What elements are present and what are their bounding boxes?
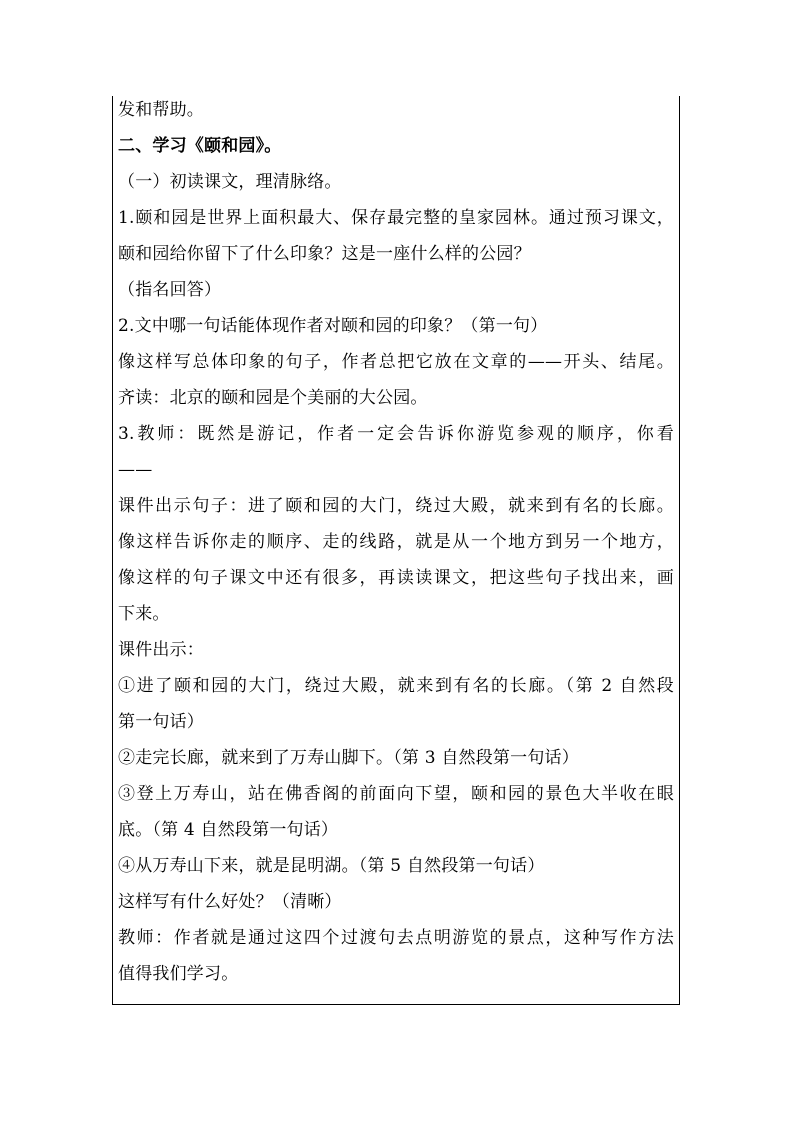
- text-line: 课件出示：: [118, 640, 204, 660]
- list-item: ③登上万寿山，站在佛香阁的前面向下望，颐和园的景色大半收在眼: [118, 784, 674, 804]
- text-line: 3.教师：既然是游记，作者一定会告诉你游览参观的顺序，你看: [118, 424, 674, 444]
- text-line: 底。（第 4 自然段第一句话）: [118, 820, 339, 840]
- text-line: 发和帮助。: [118, 100, 204, 120]
- text-line: 1.颐和园是世界上面积最大、保存最完整的皇家园林。通过预习课文，: [118, 208, 674, 228]
- list-item: ①进了颐和园的大门，绕过大殿，就来到有名的长廊。（第 2 自然段: [118, 676, 674, 696]
- text-line: 值得我们学习。: [118, 964, 239, 984]
- text-line: （指名回答）: [118, 280, 222, 300]
- text-line: 像这样的句子课文中还有很多，再读读课文，把这些句子找出来，画: [118, 568, 674, 588]
- text-line: 课件出示句子：进了颐和园的大门，绕过大殿，就来到有名的长廊。: [118, 496, 674, 516]
- text-line: ——: [118, 460, 153, 480]
- lesson-content: [118, 92, 674, 992]
- list-item: ④从万寿山下来，就是昆明湖。（第 5 自然段第一句话）: [118, 856, 545, 876]
- text-line: 颐和园给你留下了什么印象？这是一座什么样的公园？: [118, 244, 531, 264]
- text-line: 2.文中哪一句话能体现作者对颐和园的印象？（第一句）: [118, 316, 548, 336]
- text-line: 教师：作者就是通过这四个过渡句去点明游览的景点，这种写作方法: [118, 928, 674, 948]
- list-item: ②走完长廊，就来到了万寿山脚下。（第 3 自然段第一句话）: [118, 748, 579, 768]
- text-line: 像这样写总体印象的句子，作者总把它放在文章的——开头、结尾。: [118, 352, 674, 372]
- text-line: 像这样告诉你走的顺序、走的线路，就是从一个地方到另一个地方，: [118, 532, 674, 552]
- text-line: 下来。: [118, 604, 170, 624]
- subsection-heading: （一）初读课文，理清脉络。: [118, 172, 342, 192]
- text-line: 第一句话）: [118, 712, 204, 732]
- section-heading: 二、学习《颐和园》。: [118, 136, 282, 156]
- text-line: 这样写有什么好处？（清晰）: [118, 892, 342, 912]
- text-line: 齐读：北京的颐和园是个美丽的大公园。: [118, 388, 428, 408]
